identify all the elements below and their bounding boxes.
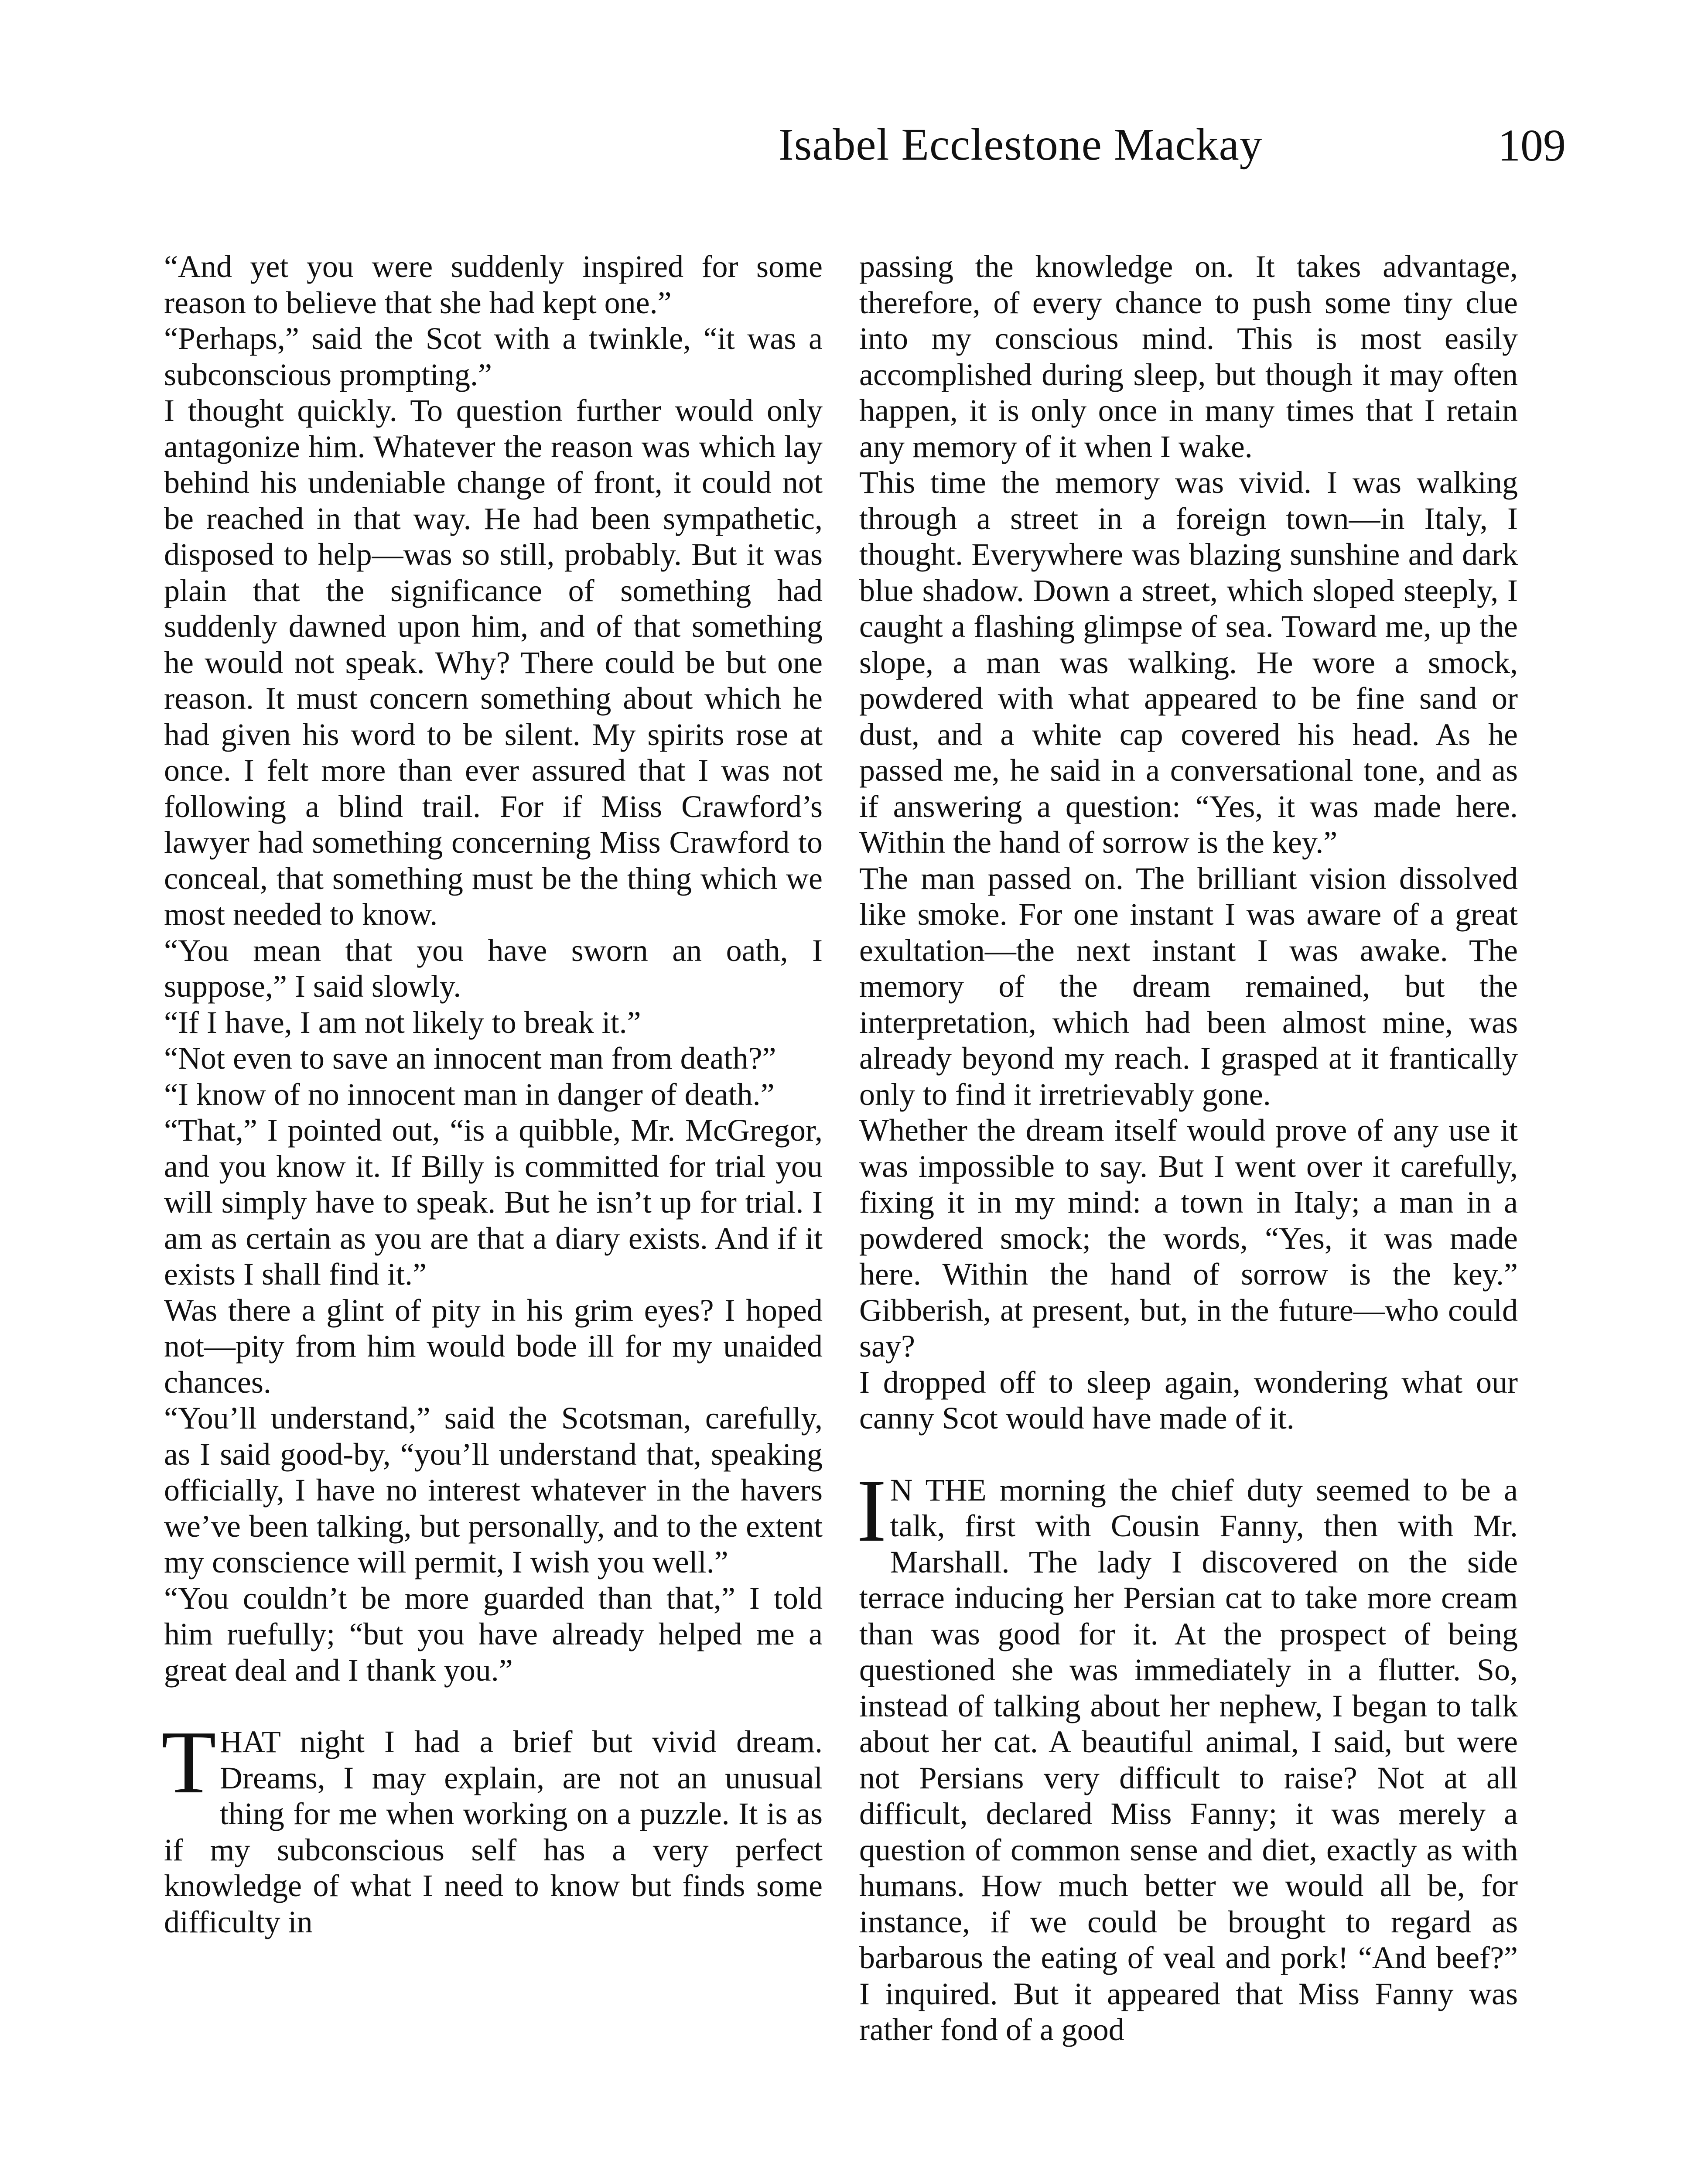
paragraph: Whether the dream itself would prove of any use it was impossible to say. But I went over it carefully, fixing it in my mind: a town in Italy; a man in a powdered smock; the words, “Yes, it was made here. Within the hand of sorrow is the key.” Gibberish, at present, but, in the future—who could say?: [859, 1113, 1518, 1364]
paragraph: “That,” I pointed out, “is a quibble, Mr. McGregor, and you know it. If Billy is committed for trial you will simply have to speak. But he isn’t up for trial. I am as certain as you are that a diary exists. And if it exists I shall find it.”: [164, 1113, 823, 1292]
right-column: [859, 249, 1518, 2048]
paragraph: “You’ll understand,” said the Scotsman, carefully, as I said good-by, “you’ll understand that, speaking officially, I have no interest whatever in the havers we’ve been talking, but personally, and to the extent my conscience will permit, I wish you well.”: [164, 1401, 823, 1579]
paragraph: “You mean that you have sworn an oath, I suppose,” I said slowly.: [164, 933, 823, 1004]
paragraph: “Perhaps,” said the Scot with a twinkle, “it was a subconscious prompting.”: [164, 321, 823, 392]
page-number: 109: [1498, 120, 1566, 171]
section-break-paragraph: [857, 1460, 1518, 2048]
paragraph: “I know of no innocent man in danger of death.”: [164, 1077, 775, 1112]
drop-cap: T: [161, 1712, 216, 1812]
paragraph: Was there a glint of pity in his grim eyes? I hoped not—pity from him would bode ill for my unaided chances.: [164, 1292, 823, 1400]
paragraph: “Not even to save an innocent man from death?”: [164, 1041, 776, 1076]
section-text: HAT night I had a brief but vivid dream. Dreams, I may explain, are not an unusual thing for me when working on a puzzle. It is as if my subconscious self has a very perfect knowledge of what I need to know but finds some difficulty in: [164, 1724, 823, 1939]
paragraph: This time the memory was vivid. I was walking through a street in a foreign town—in Italy, I thought. Everywhere was blazing sunshine and dark blue shadow. Down a street, which sloped steeply, I caught a flashing glimpse of sea. Toward me, up the slope, a man was walking. He wore a smock, powdered with what appeared to be fine sand or dust, and a white cap covered his head. As he passed me, he said in a conversational tone, and as if answering a question: “Yes, it was made here. Within the hand of sorrow is the key.”: [859, 465, 1518, 860]
paragraph: I thought quickly. To question further would only antagonize him. Whatever the reason was which lay behind his undeniable change of front, it could not be reached in that way. He had been sympathetic, disposed to help—was so still, probably. But it was plain that the significance of something had suddenly dawned upon him, and of that something he would not speak. Why? There could be but one reason. It must concern something about which he had given his word to be silent. My spirits rose at once. I felt more than ever assured that I was not following a blind trail. For if Miss Crawford’s lawyer had something concerning Miss Crawford to conceal, that something must be the thing which we most needed to know.: [164, 393, 823, 932]
drop-cap: I: [857, 1460, 887, 1560]
paragraph: The man passed on. The brilliant vision dissolved like smoke. For one instant I was aware of a great exultation—the next instant I was awake. The memory of the dream remained, but the interpretation, which had been almost mine, was already beyond my reach. I grasped at it frantically only to find it irretrievably gone.: [859, 861, 1518, 1112]
section-break-paragraph: [161, 1712, 823, 1940]
section-text: N THE morning the chief duty seemed to be a talk, first with Cousin Fanny, then with Mr. Marshall. The lady I discovered on the side terrace inducing her Persian cat to take more cream than was good for it. At the prospect of being questioned she was immediately in a flutter. So, instead of talking about her nephew, I began to talk about her cat. A beautiful animal, I said, but were not Persians very difficult to raise? Not at all difficult, declared Miss Fanny; it was merely a question of common sense and diet, exactly as with humans. How much better we would all be, for instance, if we could be brought to regard as barbarous the eating of veal and pork! “And beef?” I inquired. But it appeared that Miss Fanny was rather fond of a good: [859, 1472, 1518, 2047]
paragraph: “If I have, I am not likely to break it.”: [164, 1005, 641, 1040]
paragraph: “You couldn’t be more guarded than that,” I told him ruefully; “but you have already helped me a great deal and I thank you.”: [164, 1580, 823, 1688]
paragraph: passing the knowledge on. It takes advantage, therefore, of every chance to push some tiny clue into my conscious mind. This is most easily accomplished during sleep, but though it may often happen, it is only once in many times that I retain any memory of it when I wake.: [859, 249, 1518, 464]
paragraph: I dropped off to sleep again, wondering what our canny Scot would have made of it.: [859, 1364, 1518, 1436]
left-column: [161, 249, 823, 1940]
paragraph: “And yet you were suddenly inspired for some reason to believe that she had kept one.”: [164, 249, 823, 320]
running-title: Isabel Ecclestone Mackay: [779, 120, 1263, 170]
